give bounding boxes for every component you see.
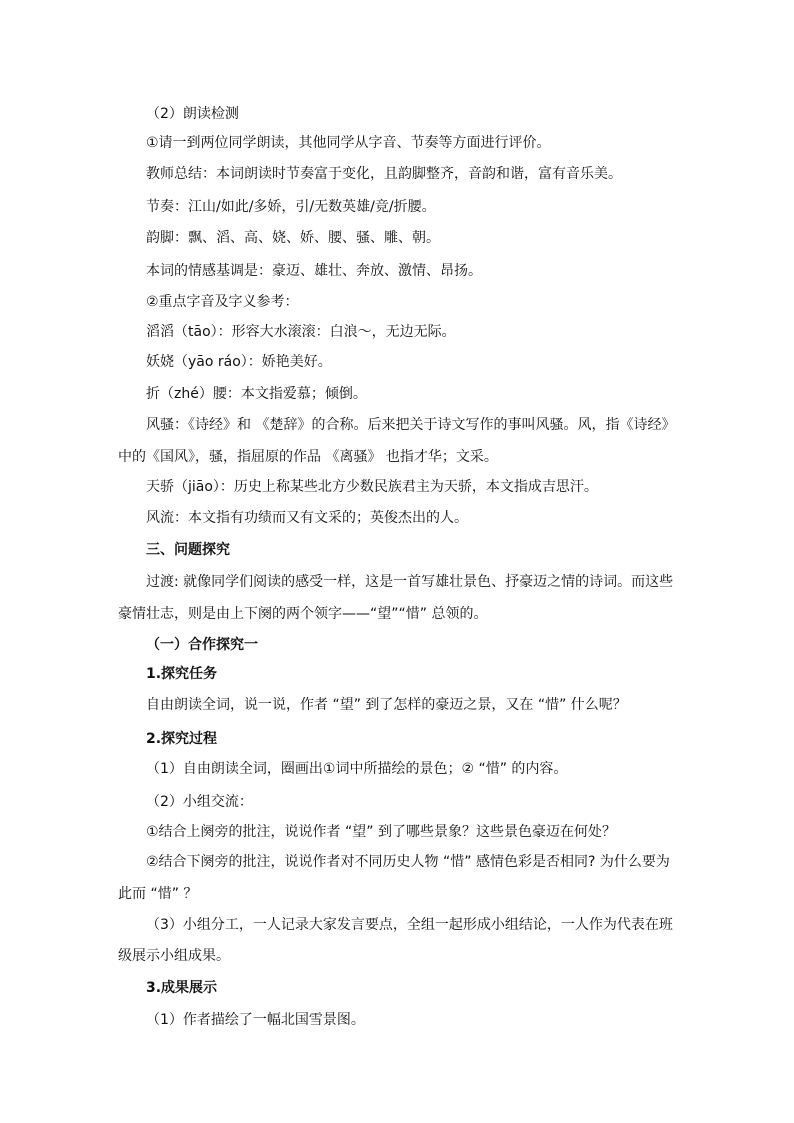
text-line: （2）朗读检测	[146, 106, 239, 122]
text-line: 滔滔（tāo）：形容大水滚滚：白浪～，无边无际。	[146, 324, 456, 340]
text-line: ①结合上阕旁的批注，说说作者 “望” 到了哪些景象？这些景色豪迈在何处？	[146, 824, 616, 840]
text-line: 本词的情感基调是：豪迈、雄壮、奔放、激情、昂扬。	[146, 263, 482, 279]
text-line: 此而 “惜” ？	[118, 886, 198, 902]
text-line: ①请一到两位同学朗读，其他同学从字音、节奏等方面进行评价。	[146, 135, 551, 151]
text-line: 1.探究任务	[146, 666, 218, 682]
text-line: 3.成果展示	[146, 980, 218, 996]
text-line: 级展示小组成果。	[118, 948, 230, 964]
text-line: 豪情壮志，则是由上下阕的两个领字——“望”“惜” 总领的。	[118, 606, 488, 622]
text-line: 教师总结：本词朗读时节奏富于变化，且韵脚整齐，音韵和谐，富有音乐美。	[146, 166, 622, 182]
text-line: 风骚：《诗经》和 《楚辞》的合称。后来把关于诗文写作的事叫风骚。风，指《诗经》	[146, 417, 676, 433]
text-line: （2）小组交流：	[146, 794, 253, 810]
text-line: （1）作者描绘了一幅北国雪景图。	[146, 1012, 365, 1028]
text-line: （一）合作探究一	[146, 637, 258, 653]
text-line: 2.探究过程	[146, 731, 218, 747]
text-line: 节奏：江山/如此/多娇，引/无数英雄/竞/折腰。	[146, 199, 436, 215]
text-line: （1）自由朗读全词，圈画出①词中所描绘的景色；② “惜” 的内容。	[146, 761, 568, 777]
text-line: 自由朗读全词，说一说，作者 “望” 到了怎样的豪迈之景，又在 “惜” 什么呢？	[146, 697, 627, 713]
text-line: 中的《国风》，骚，指屈原的作品 《离骚》 也指才华；文采。	[118, 449, 498, 465]
text-line: 韵脚：飘、滔、高、娆、娇、腰、骚、雕、朝。	[146, 230, 440, 246]
text-line: 天骄（jiāo）：历史上称某些北方少数民族君主为天骄，本文指成吉思汗。	[146, 479, 598, 495]
text-line: 三、问题探究	[146, 542, 230, 558]
text-line: 风流：本文指有功绩而又有文采的；英俊杰出的人。	[146, 510, 468, 526]
text-line: 折（zhé）腰：本文指爱慕；倾倒。	[146, 386, 367, 402]
text-line: ②结合下阕旁的批注，说说作者对不同历史人物 “惜” 感情色彩是否相同? 为什么要为	[146, 854, 670, 870]
text-line: 妖娆（yāo ráo）：娇艳美好。	[146, 354, 332, 370]
text-line: （3）小组分工，一人记录大家发言要点，全组一起形成小组结论，一人作为代表在班	[146, 917, 673, 933]
text-line: 过渡: 就像同学们阅读的感受一样，这是一首写雄壮景色、抒豪迈之情的诗词。而这些	[146, 574, 674, 590]
text-line: ②重点字音及字义参考：	[146, 294, 299, 310]
